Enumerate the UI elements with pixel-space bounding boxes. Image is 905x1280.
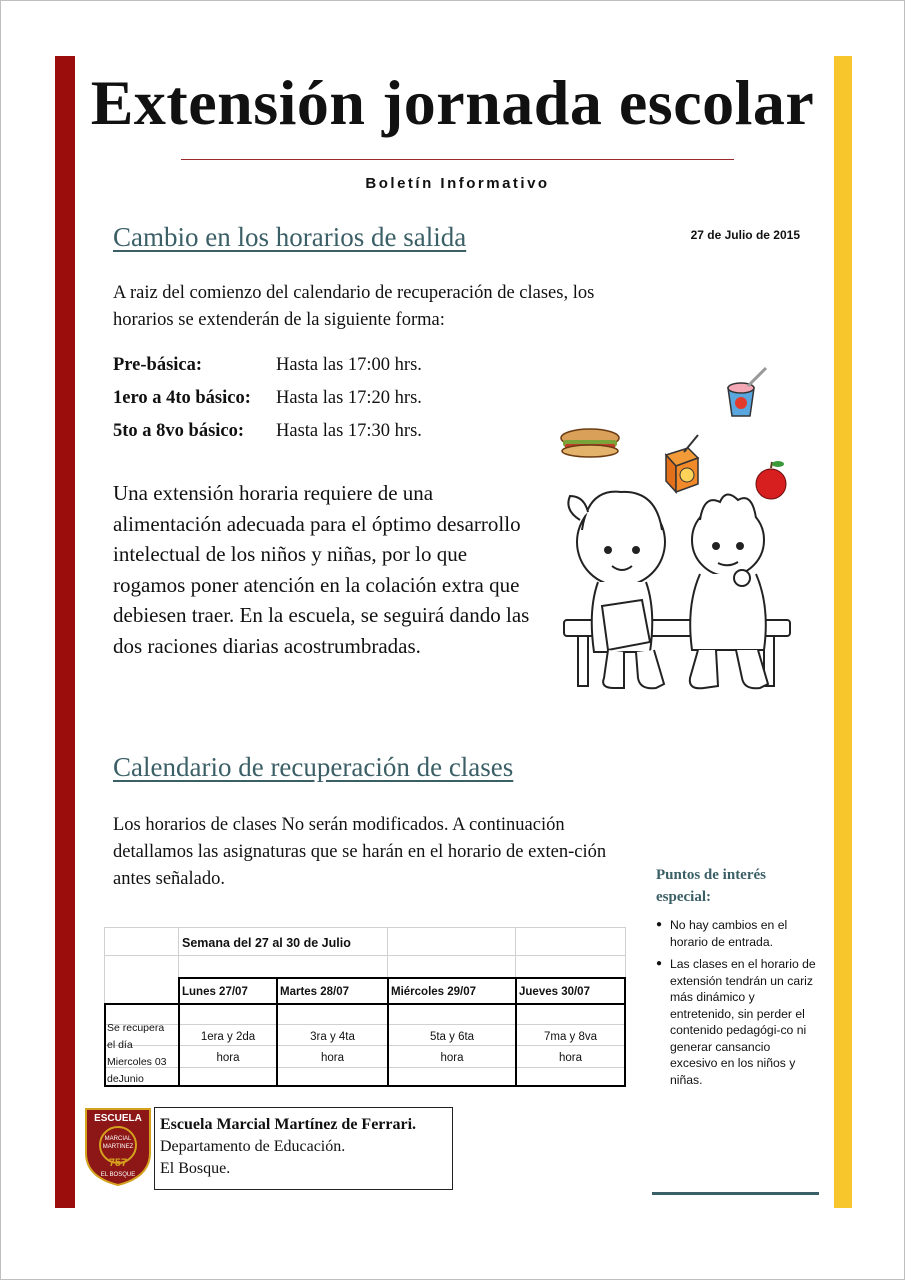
- right-yellow-border: [834, 56, 852, 1208]
- sandwich-icon: [561, 429, 619, 457]
- table-cell-hours: 7ma y 8va: [543, 1031, 598, 1043]
- table-row-label: el día: [107, 1039, 133, 1051]
- schedule-row: [113, 421, 422, 454]
- nutrition-paragraph: Una extensión horaria requiere de una alimentación adecuada para el óptimo desarrollo intelectual de los niños y niñas, por lo que rogamos poner atención en la colación extra que debiesen traer. En la escuela, se seguirá dando las dos raciones diarias acostrumbradas.: [113, 481, 530, 658]
- sidebar-title: Puntos de interés especial:: [656, 867, 766, 905]
- table-border: [624, 977, 626, 1087]
- school-crest-logo: [84, 1107, 152, 1187]
- city-name: El Bosque.: [160, 1160, 231, 1177]
- schedule-row: [113, 355, 422, 388]
- sidebar-item: [656, 917, 821, 950]
- schedule-level: 1ero a 4to básico:: [113, 388, 251, 408]
- sidebar-divider: [652, 1192, 819, 1195]
- school-info-box: [154, 1107, 453, 1190]
- table-gridline: [387, 927, 388, 977]
- table-day-header: Martes 28/07: [280, 986, 350, 998]
- section-heading-schedule: Cambio en los horarios de salida: [113, 222, 467, 252]
- schedule-time: Hasta las 17:00 hrs.: [276, 355, 422, 375]
- issue-date: 27 de Julio de 2015: [690, 228, 800, 242]
- table-gridline: [178, 927, 179, 977]
- table-cell-hours: hora: [440, 1052, 464, 1064]
- table-row-label: Se recupera: [107, 1022, 165, 1034]
- sidebar-item-text: No hay cambios en el horario de entrada.: [670, 918, 788, 949]
- table-day-header: Miércoles 29/07: [391, 986, 477, 998]
- table-gridline: [104, 1045, 626, 1046]
- schedule-level: Pre-básica:: [113, 355, 203, 375]
- logo-school-word: ESCUELA: [94, 1113, 142, 1124]
- sidebar-list: [656, 917, 821, 1094]
- table-gridline: [104, 955, 626, 956]
- newsletter-subtitle: Boletín Informativo: [365, 175, 550, 192]
- table-border: [178, 977, 626, 979]
- logo-name-first: MARCIAL: [104, 1136, 132, 1142]
- yogurt-cup-icon: [728, 368, 766, 416]
- table-border: [104, 1003, 626, 1005]
- apple-icon: [756, 461, 786, 499]
- logo-number: 757: [108, 1157, 128, 1169]
- department-name: Departamento de Educación.: [160, 1138, 346, 1155]
- table-cell-hours: hora: [320, 1052, 345, 1064]
- calendar-paragraph: Los horarios de clases No serán modificados. A continuación detallamos las asignaturas que se harán en el horario de exten-ción antes señalado.: [113, 815, 607, 889]
- table-gridline: [104, 927, 626, 928]
- table-cell-hours: 3ra y 4ta: [310, 1031, 355, 1043]
- table-day-header: Lunes 27/07: [182, 986, 248, 998]
- newsletter-title: Extensión jornada escolar: [90, 67, 815, 138]
- table-border: [104, 1003, 106, 1087]
- table-row-label: deJunio: [107, 1073, 144, 1085]
- children-lunch-illustration: [558, 360, 793, 695]
- table-gridline: [515, 927, 516, 977]
- table-gridline: [104, 1067, 626, 1068]
- logo-city: EL BOSQUE: [100, 1172, 136, 1178]
- schedule-list: [113, 355, 422, 454]
- table-gridline: [104, 1024, 626, 1025]
- left-red-border: [55, 56, 75, 1208]
- schedule-intro: A raiz del comienzo del calendario de recuperación de clases, los horarios se extenderán de la siguiente forma:: [113, 283, 595, 330]
- schedule-row: [113, 388, 422, 421]
- table-cell-hours: 5ta y 6ta: [429, 1031, 475, 1043]
- sidebar-item: [656, 956, 821, 1088]
- table-row-label: Miercoles 03: [107, 1056, 167, 1068]
- table-gridline: [625, 927, 626, 977]
- table-week-title: Semana del 27 al 30 de Julio: [182, 936, 351, 950]
- bullet-icon: ●: [656, 958, 663, 969]
- table-border: [104, 1085, 626, 1087]
- schedule-time: Hasta las 17:30 hrs.: [276, 421, 422, 441]
- logo-name-last: MARTINEZ: [102, 1144, 134, 1150]
- table-day-header: Jueves 30/07: [519, 986, 590, 998]
- table-cell-hours: hora: [558, 1052, 583, 1064]
- school-name: Escuela Marcial Martínez de Ferrari.: [160, 1116, 417, 1133]
- section-heading-calendar: Calendario de recuperación de clases: [113, 752, 514, 782]
- sidebar-item-text: Las clases en el horario de extensión tendrán un cariz más dinámico y entretenido, sin perder el contenido pedagógi-co ni generar cansancio excesivo en los niños y niñas.: [670, 957, 816, 1087]
- table-cell-hours: hora: [216, 1052, 240, 1064]
- bullet-icon: ●: [656, 919, 663, 930]
- schedule-level: 5to a 8vo básico:: [113, 421, 245, 441]
- table-cell-hours: 1era y 2da: [200, 1031, 256, 1043]
- juice-box-icon: [666, 435, 698, 492]
- schedule-time: Hasta las 17:20 hrs.: [276, 388, 422, 408]
- recovery-schedule-table: [104, 927, 626, 1087]
- title-divider: [181, 159, 734, 160]
